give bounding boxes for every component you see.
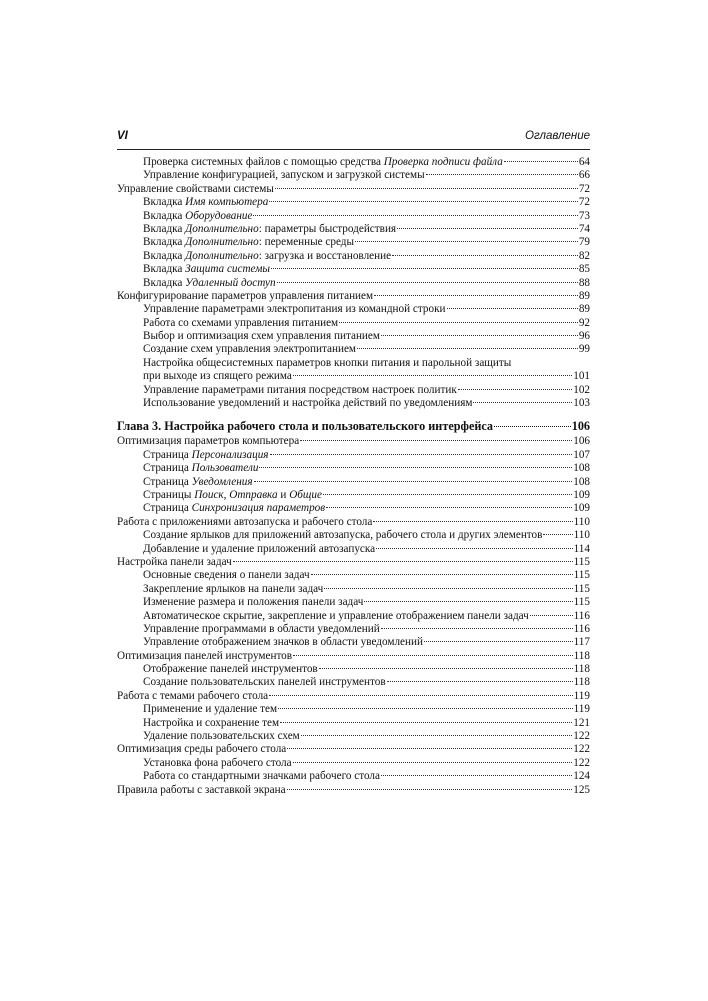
toc-title-text: Установка фона рабочего стола <box>143 756 292 769</box>
toc-entry-title <box>143 596 363 609</box>
toc-title-italic: Отправка <box>229 488 278 501</box>
toc-entry[interactable] <box>117 690 590 703</box>
toc-leader-dots <box>293 375 572 376</box>
toc-entry[interactable] <box>117 384 590 397</box>
toc-entry[interactable] <box>117 169 590 182</box>
toc-leader-dots <box>259 467 572 468</box>
toc-entry-title <box>143 502 325 515</box>
toc-page-number: 64 <box>578 156 590 168</box>
toc-leader-dots <box>381 628 573 629</box>
toc-page-number: 109 <box>573 502 590 515</box>
toc-leader-dots <box>543 534 572 535</box>
toc-entry[interactable] <box>117 303 590 316</box>
toc-leader-dots <box>278 708 573 709</box>
toc-title-italic: Дополнительно <box>185 249 259 262</box>
toc-title-text: Управление свойствами системы <box>117 182 274 195</box>
toc-title-text: Работа с приложениями автозапуска и рабочего стола <box>117 515 373 528</box>
toc-page-number: 82 <box>578 249 590 262</box>
toc-title-text: Вкладка <box>143 236 186 249</box>
toc-page-number: 115 <box>573 555 590 568</box>
toc-page-number: 110 <box>573 515 590 528</box>
toc-page-number: 66 <box>578 169 590 182</box>
toc-title-text: , <box>223 488 230 501</box>
toc-entry[interactable] <box>117 730 590 743</box>
toc-page-number: 114 <box>573 542 590 555</box>
toc-title-text: Настройка панели задач <box>117 555 232 568</box>
toc-page-number: 122 <box>573 743 590 756</box>
toc-leader-dots <box>271 268 578 269</box>
toc-page-number: 109 <box>573 488 590 501</box>
toc-entry-title <box>143 263 270 276</box>
toc-page-number: 89 <box>578 289 590 302</box>
toc-entry[interactable] <box>117 489 590 502</box>
toc-entry-title <box>143 543 375 556</box>
toc-title-italic: Дополнительно <box>185 222 259 235</box>
toc-entry[interactable] <box>117 543 590 556</box>
toc-title-text: Создание пользовательских панелей инструментов <box>143 676 386 689</box>
toc-title-italic: Общие <box>289 488 322 501</box>
toc-page-number: 85 <box>578 263 590 276</box>
toc-leader-dots <box>381 335 578 336</box>
toc-entry[interactable] <box>117 502 590 515</box>
toc-entry-title <box>143 384 457 397</box>
toc-title-text: Страницы <box>143 488 195 501</box>
toc-page-number: 88 <box>578 276 590 289</box>
toc-leader-dots <box>293 655 573 656</box>
toc-page-number: 118 <box>573 663 590 676</box>
toc-entry-title <box>143 250 391 263</box>
toc-title-italic: Защита системы <box>185 263 270 276</box>
toc-page-number: 116 <box>573 622 590 635</box>
toc-title-text: Страница <box>143 462 192 475</box>
toc-leader-dots <box>280 722 572 723</box>
toc-page-number: 74 <box>578 222 590 235</box>
toc-title-italic: Удаленный доступ <box>185 276 276 289</box>
toc-title-text: Вкладка <box>143 276 186 289</box>
toc-entry[interactable] <box>117 277 590 290</box>
toc-leader-dots <box>300 440 572 441</box>
toc-entry[interactable] <box>117 343 590 356</box>
toc-title-text: Выбор и оптимизация схем управления питанием <box>143 330 380 343</box>
toc-page-number: 115 <box>573 596 590 609</box>
toc-page-number: 96 <box>578 330 590 343</box>
toc-title-text: Вкладка <box>143 209 186 222</box>
toc-page-number: 102 <box>573 383 590 396</box>
toc-entry-title <box>143 770 380 783</box>
toc-entry[interactable] <box>117 223 590 236</box>
toc-title-text: Работа с темами рабочего стола <box>117 689 269 702</box>
toc-title-text: Удаление пользовательских схем <box>143 730 300 743</box>
header-rule <box>117 149 590 150</box>
toc-leader-dots <box>319 668 573 669</box>
toc-page-number: 116 <box>573 609 590 622</box>
toc-entry-title <box>143 223 396 236</box>
toc-page-number: 101 <box>573 370 590 383</box>
toc-entry-title <box>117 690 268 703</box>
toc-entry[interactable] <box>117 516 590 529</box>
toc-entry[interactable] <box>117 250 590 263</box>
toc-page-number: 73 <box>578 209 590 222</box>
toc-entry[interactable] <box>117 663 590 676</box>
toc-entry-title <box>143 156 503 169</box>
toc-page-number: 99 <box>578 343 590 356</box>
toc-leader-dots <box>504 161 578 162</box>
toc-title-text: при выходе из спящего режима <box>143 370 292 383</box>
toc-title-text: Отображение панелей инструментов <box>143 663 318 676</box>
toc-page-number: 89 <box>578 303 590 316</box>
toc-title-text: Правила работы с заставкой экрана <box>117 783 286 796</box>
toc-entry-title <box>143 583 323 596</box>
toc-entry[interactable] <box>117 156 590 169</box>
table-of-contents <box>117 156 590 797</box>
toc-leader-dots <box>355 241 578 242</box>
toc-entry-title <box>143 462 258 475</box>
toc-title-text: и <box>277 488 290 501</box>
toc-entry-title <box>117 418 493 435</box>
toc-entry-title <box>143 569 310 582</box>
toc-leader-dots <box>293 762 573 763</box>
toc-leader-dots <box>311 574 573 575</box>
toc-page-number: 121 <box>573 716 590 729</box>
toc-entry[interactable] <box>117 610 590 623</box>
toc-entry-title <box>143 449 269 462</box>
toc-entry-title <box>143 757 292 770</box>
toc-entry[interactable] <box>117 757 590 770</box>
toc-entry-title <box>143 610 529 623</box>
toc-title-text: Глава 3. Настройка рабочего стола и пользовательского интерфейса <box>117 419 494 434</box>
toc-entry[interactable] <box>117 569 590 582</box>
toc-title-text: Управление программами в области уведомлений <box>143 622 380 635</box>
toc-entry-title <box>143 330 380 343</box>
toc-entry[interactable] <box>117 676 590 689</box>
toc-page-number: 72 <box>578 196 590 209</box>
toc-entry[interactable] <box>117 556 590 569</box>
toc-title-text: Управление отображением значков в области уведомлений <box>143 636 423 649</box>
running-header <box>117 130 590 146</box>
toc-entry-title <box>143 730 300 743</box>
toc-entry-title <box>143 623 380 636</box>
toc-entry-title <box>143 303 446 316</box>
toc-entry[interactable] <box>117 623 590 636</box>
toc-leader-dots <box>364 601 572 602</box>
toc-leader-dots <box>301 735 572 736</box>
toc-title-text: Проверка системных файлов с помощью средства <box>143 156 384 168</box>
toc-page-number: 118 <box>573 649 590 662</box>
toc-entry-title <box>143 236 354 249</box>
toc-entry[interactable] <box>117 317 590 330</box>
toc-entry-title <box>143 196 268 209</box>
toc-page-number: 119 <box>573 689 590 702</box>
toc-leader-dots <box>530 615 573 616</box>
toc-leader-dots <box>270 454 573 455</box>
toc-title-text: Оптимизация панелей инструментов <box>117 649 293 662</box>
toc-leader-dots <box>357 348 578 349</box>
toc-leader-dots <box>254 481 573 482</box>
toc-leader-dots <box>494 426 571 427</box>
toc-entry-title <box>143 277 276 290</box>
toc-leader-dots <box>381 775 572 776</box>
toc-entry[interactable] <box>117 462 590 475</box>
toc-leader-dots <box>392 255 578 256</box>
toc-page-number: 108 <box>573 475 590 488</box>
toc-entry-title <box>143 663 318 676</box>
toc-leader-dots <box>376 548 573 549</box>
toc-title-text: Изменение размера и положения панели задач <box>143 596 364 609</box>
toc-page-number: 118 <box>573 676 590 689</box>
toc-leader-dots <box>277 282 578 283</box>
toc-page-number: 92 <box>578 316 590 329</box>
toc-page-number: 119 <box>573 703 590 716</box>
toc-title-italic: Персонализация <box>191 448 269 461</box>
toc-entry[interactable] <box>117 330 590 343</box>
toc-entry-title <box>117 290 373 303</box>
toc-leader-dots <box>473 402 572 403</box>
toc-entry[interactable] <box>117 210 590 223</box>
toc-entry-title <box>143 343 356 356</box>
toc-title-text: Конфигурирование параметров управления питанием <box>117 289 374 302</box>
toc-entry-title <box>117 183 274 196</box>
toc-title-text: Основные сведения о панели задач <box>143 569 310 582</box>
toc-leader-dots <box>374 295 578 296</box>
toc-title-text: Страница <box>143 475 192 488</box>
toc-title-text: Закрепление ярлыков на панели задач <box>143 582 324 595</box>
toc-title-italic: Пользователи <box>191 462 259 475</box>
toc-page-number: 110 <box>573 529 590 542</box>
toc-leader-dots <box>458 389 572 390</box>
toc-entry-title <box>143 489 322 502</box>
toc-leader-dots <box>324 588 572 589</box>
toc-entry-title <box>143 476 253 489</box>
toc-entry[interactable] <box>117 236 590 249</box>
toc-entry-title <box>143 703 277 716</box>
toc-page-number: 72 <box>578 182 590 195</box>
toc-entry[interactable] <box>117 596 590 609</box>
toc-title-text: : загрузка и восстановление <box>258 249 392 262</box>
toc-entry[interactable] <box>117 636 590 649</box>
toc-entry[interactable] <box>117 650 590 663</box>
toc-entry[interactable] <box>117 290 590 303</box>
toc-title-text: Страница <box>143 502 192 515</box>
toc-title-text: Автоматическое скрытие, закрепление и управление отображением панели задач <box>143 609 529 622</box>
toc-page-number: 115 <box>573 569 590 582</box>
toc-entry[interactable] <box>117 370 590 383</box>
toc-entry-title <box>117 556 232 569</box>
toc-title-text: : параметры быстродействия <box>258 222 397 235</box>
toc-leader-dots <box>387 681 573 682</box>
toc-title-text: Создание ярлыков для приложений автозапуска, рабочего стола и других элементов <box>143 529 543 542</box>
toc-entry-title <box>117 784 286 797</box>
toc-title-italic: Уведомления <box>191 475 253 488</box>
toc-entry-title <box>143 370 292 383</box>
toc-page-number: 108 <box>573 462 590 475</box>
toc-entry-title <box>117 516 372 529</box>
toc-title-text: Вкладка <box>143 263 186 276</box>
toc-leader-dots <box>269 201 578 202</box>
toc-entry[interactable] <box>117 183 590 196</box>
toc-leader-dots <box>339 322 578 323</box>
toc-entry-title <box>117 743 286 756</box>
toc-title-italic: Дополнительно <box>185 236 259 249</box>
toc-title-text: Управление конфигурацией, запуском и загрузкой системы <box>143 169 425 182</box>
toc-entry-title <box>143 397 472 410</box>
toc-leader-dots <box>233 561 573 562</box>
toc-title-text: Работа со схемами управления питанием <box>143 316 339 329</box>
toc-title-text: Оптимизация параметров компьютера <box>117 435 300 448</box>
toc-title-text: Страница <box>143 448 192 461</box>
toc-leader-dots <box>426 174 578 175</box>
toc-leader-dots <box>397 228 578 229</box>
toc-page-number: 122 <box>573 756 590 769</box>
toc-entry[interactable] <box>117 743 590 756</box>
toc-entry-first-line: Настройка общесистемных параметров кнопки питания и парольной защиты <box>143 356 512 369</box>
toc-title-italic: Имя компьютера <box>185 196 269 209</box>
toc-title-text: Вкладка <box>143 222 186 235</box>
toc-leader-dots <box>424 641 573 642</box>
toc-title-italic: Проверка подписи файла <box>383 156 503 168</box>
toc-title-text: Вкладка <box>143 249 186 262</box>
toc-leader-dots <box>287 748 572 749</box>
toc-entry[interactable] <box>117 784 590 797</box>
toc-title-text: Настройка и сохранение тем <box>143 716 280 729</box>
toc-title-text: : переменные среды <box>258 236 355 249</box>
toc-leader-dots <box>275 188 578 189</box>
toc-entry-title <box>143 169 425 182</box>
toc-title-text: Оптимизация среды рабочего стола <box>117 743 287 756</box>
toc-entry-title <box>143 676 386 689</box>
toc-title-text: Использование уведомлений и настройка действий по уведомлениям <box>143 397 473 410</box>
toc-page-number: 117 <box>573 636 590 649</box>
toc-page-number: 125 <box>573 783 590 796</box>
toc-title-text: Создание схем управления электропитанием <box>143 343 357 356</box>
toc-entry-title <box>143 317 338 330</box>
toc-page-number: 124 <box>573 770 590 783</box>
toc-entry-title <box>117 650 292 663</box>
section-title: Оглавление <box>525 130 590 142</box>
toc-page-number: 107 <box>573 448 590 461</box>
toc-entry-title <box>143 529 542 542</box>
toc-leader-dots <box>373 521 572 522</box>
toc-page-number: 122 <box>573 730 590 743</box>
toc-entry[interactable] <box>117 703 590 716</box>
toc-leader-dots <box>323 494 572 495</box>
toc-entry[interactable] <box>117 476 590 489</box>
page-number: VI <box>117 130 128 142</box>
toc-page-number: 79 <box>578 236 590 249</box>
toc-title-text: Работа со стандартными значками рабочего стола <box>143 770 380 783</box>
toc-title-text: Добавление и удаление приложений автозапуска <box>143 542 376 555</box>
toc-entry-title <box>117 435 299 448</box>
toc-title-italic: Оборудование <box>185 209 253 222</box>
toc-leader-dots <box>269 695 573 696</box>
toc-entry-title <box>143 636 423 649</box>
toc-title-text: Вкладка <box>143 196 186 209</box>
toc-title-text: Управление параметрами питания посредством настроек политик <box>143 383 457 396</box>
toc-page-number: 106 <box>571 419 590 434</box>
toc-title-italic: Синхронизация параметров <box>191 502 326 515</box>
toc-entry[interactable] <box>117 529 590 542</box>
toc-entry-title <box>143 210 252 223</box>
toc-title-italic: Поиск <box>194 488 224 501</box>
toc-entry[interactable] <box>117 196 590 209</box>
toc-entry-title <box>143 717 279 730</box>
toc-chapter[interactable] <box>117 418 590 435</box>
toc-entry[interactable] <box>117 435 590 448</box>
toc-entry[interactable] <box>117 717 590 730</box>
toc-page-number: 103 <box>573 397 590 410</box>
toc-entry[interactable] <box>117 263 590 276</box>
toc-title-text: Управление параметрами электропитания из командной строки <box>143 303 446 316</box>
toc-entry[interactable] <box>117 397 590 410</box>
toc-entry[interactable] <box>117 449 590 462</box>
toc-page-number: 115 <box>573 582 590 595</box>
toc-page-number: 106 <box>573 435 590 448</box>
toc-leader-dots <box>253 215 577 216</box>
toc-entry[interactable] <box>117 770 590 783</box>
toc-title-text: Применение и удаление тем <box>143 703 278 716</box>
toc-leader-dots <box>447 308 578 309</box>
toc-entry[interactable] <box>117 583 590 596</box>
toc-leader-dots <box>326 507 572 508</box>
toc-leader-dots <box>287 789 573 790</box>
